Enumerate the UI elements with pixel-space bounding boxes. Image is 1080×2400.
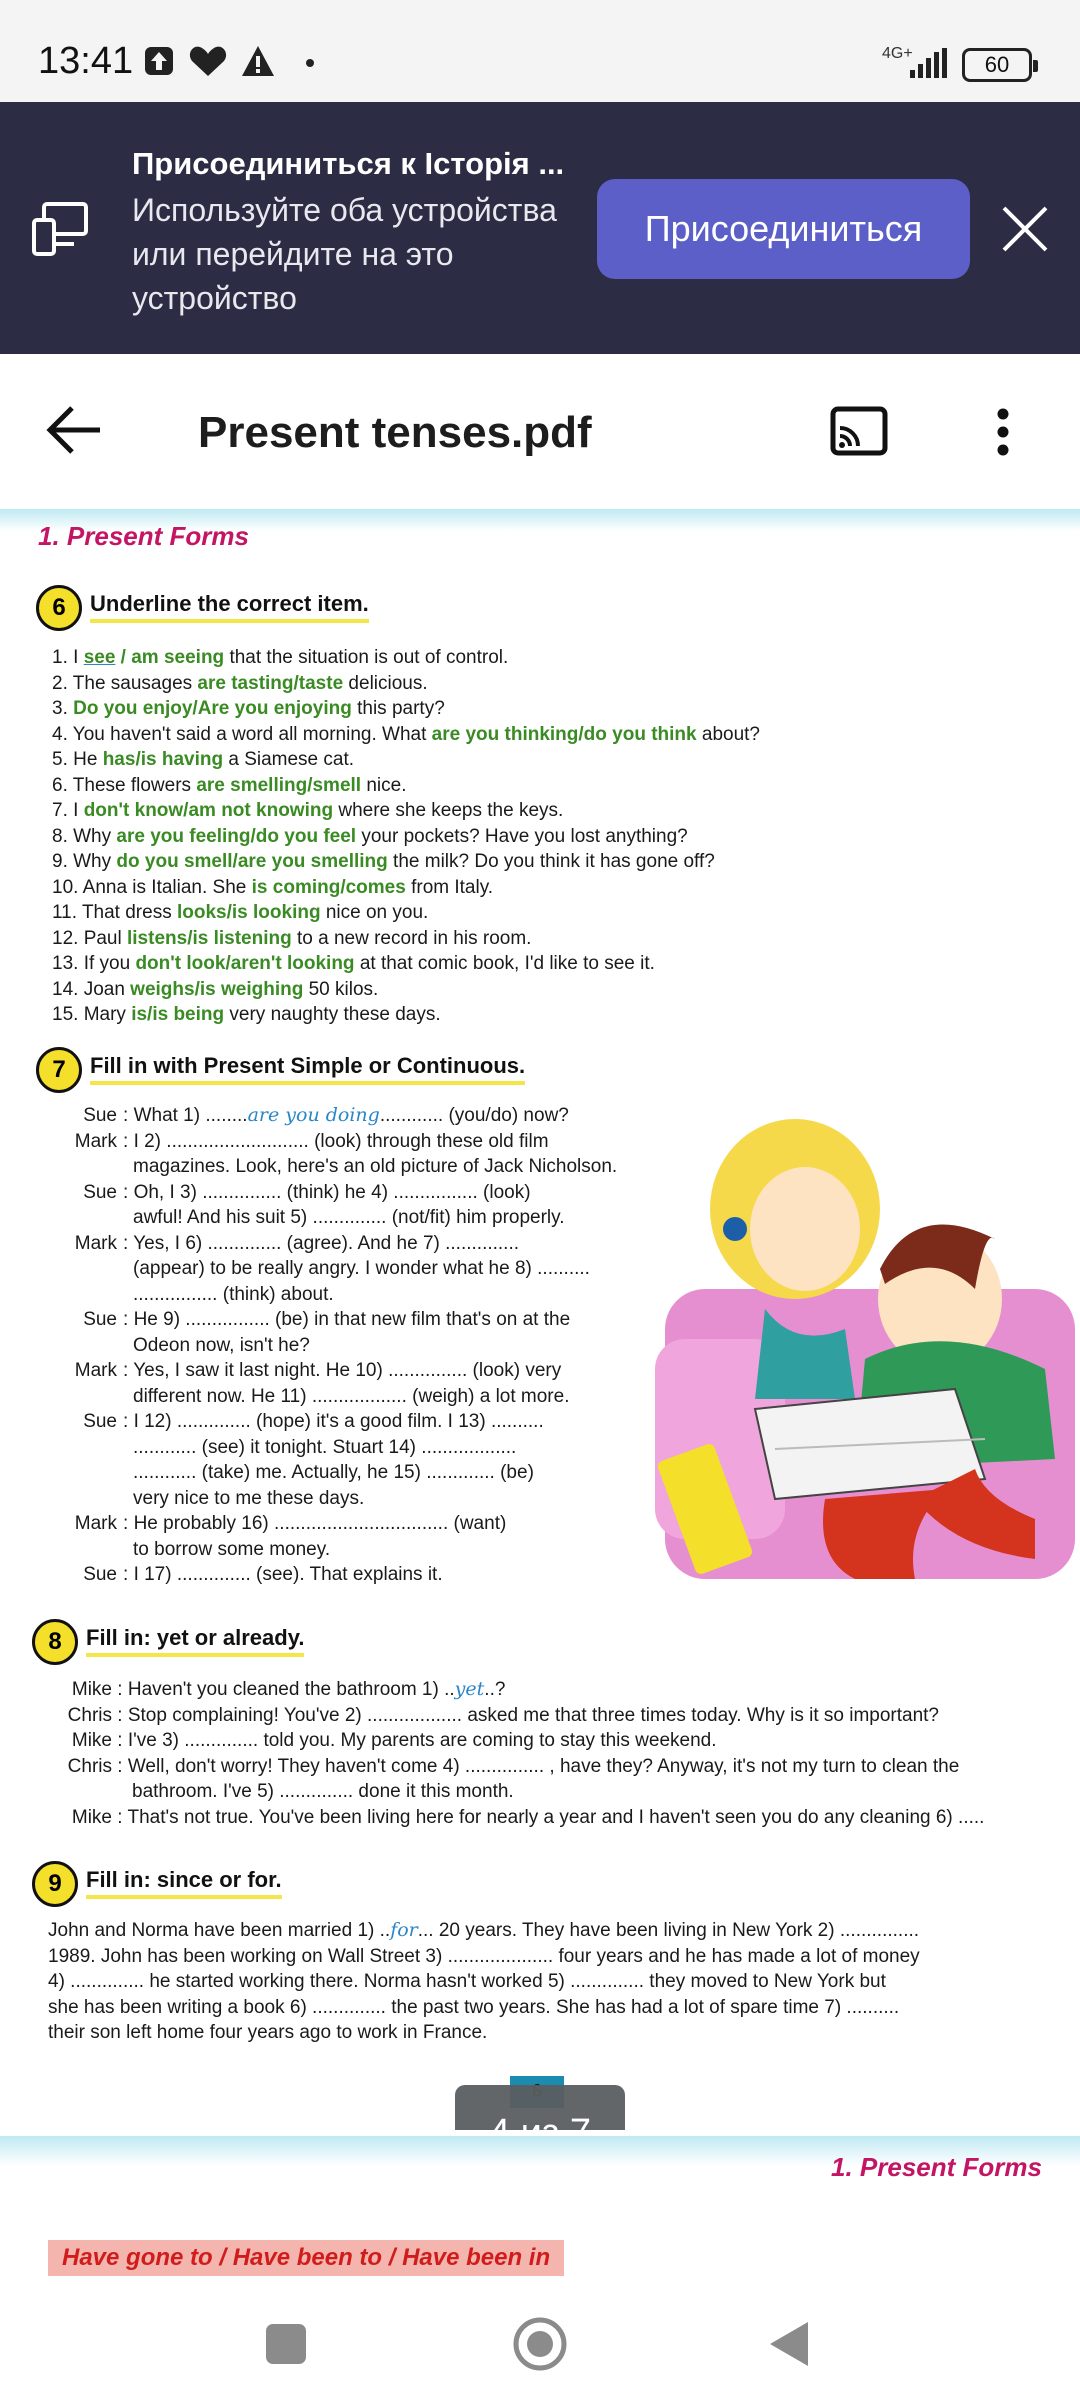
exercise-6-item xyxy=(52,977,760,1003)
line-text: Well, don't worry! They haven't come 4) ............... , have they? Anyway, it's not my turn to clean the xyxy=(127,1755,960,1777)
line-text: Yes, I 6) .............. (agree). And he 7) .............. xyxy=(133,1232,520,1254)
back-arrow-icon[interactable] xyxy=(46,404,104,461)
item-options[interactable]: looks/is looking xyxy=(176,902,321,923)
item-options[interactable]: are you feeling/do you feel xyxy=(116,825,357,847)
more-options-icon[interactable] xyxy=(996,408,1010,461)
line-text: different now. He 11) .................. (weigh) a lot more. xyxy=(133,1385,570,1407)
item-text: very naughty these days. xyxy=(224,1004,441,1025)
speaker-colon: : xyxy=(123,1105,134,1126)
speaker-colon: : xyxy=(123,1411,134,1432)
speaker-colon: : xyxy=(112,1730,128,1751)
banner-body: Используйте оба устройства или перейдите на это устройство xyxy=(132,192,557,316)
exercise-7-line xyxy=(52,1154,617,1180)
item-options[interactable]: is/is being xyxy=(131,1004,225,1025)
item-text: 1. I xyxy=(52,647,84,668)
item-text: where she keeps the keys. xyxy=(333,800,564,821)
underlined-answer[interactable]: see xyxy=(83,647,116,668)
line-text: to borrow some money. xyxy=(133,1538,331,1560)
line-text: Yes, I saw it last night. He 10) ............... (look) very xyxy=(133,1360,562,1381)
item-options[interactable]: are smelling/smell xyxy=(196,774,362,796)
line-text: ............ (see) it tonight. Stuart 14) .................. xyxy=(133,1436,517,1458)
exercise-6-item xyxy=(52,798,760,824)
item-text: 15. Mary xyxy=(52,1004,132,1025)
exercise-7-line xyxy=(52,1384,617,1410)
speaker-colon: : xyxy=(123,1130,134,1152)
exercise-7-line xyxy=(52,1435,617,1461)
line-text: magazines. Look, here's an old picture of Jack Nicholson. xyxy=(133,1156,618,1177)
speaker: Mike xyxy=(71,1730,112,1751)
line-text: John and Norma have been married 1) .. xyxy=(48,1920,391,1941)
cast-icon[interactable] xyxy=(830,406,888,461)
item-options[interactable]: has/is having xyxy=(102,749,224,770)
recents-icon[interactable] xyxy=(266,2324,306,2364)
exercise-6-title: Underline the correct item. xyxy=(90,591,369,623)
join-banner xyxy=(0,102,1080,354)
item-options[interactable]: do you smell/are you smelling xyxy=(116,851,388,872)
exercise-6-list xyxy=(52,645,760,1028)
exercise-8-dialogue xyxy=(46,1677,984,1830)
exercise-9-line xyxy=(48,1969,920,1995)
line-text: ............ (take) me. Actually, he 15) ............. (be) xyxy=(133,1462,534,1483)
item-text: this party? xyxy=(351,698,445,719)
speaker: Mark xyxy=(74,1232,117,1254)
handwritten-answer[interactable]: yet xyxy=(454,1678,485,1700)
exercise-7-line xyxy=(52,1460,617,1486)
item-text: 50 kilos. xyxy=(303,978,379,1000)
exercise-8-line xyxy=(46,1703,984,1729)
next-section-heading: 1. Present Forms xyxy=(831,2152,1042,2182)
exercise-7-line xyxy=(52,1333,617,1359)
item-text: nice. xyxy=(361,774,407,796)
document-title: Present tenses.pdf xyxy=(198,408,592,457)
exercise-9-title: Fill in: since or for. xyxy=(86,1867,282,1899)
item-text: 3. xyxy=(52,698,74,719)
banner-title: Присоединиться к Історія ... xyxy=(132,146,565,181)
item-options[interactable]: don't know/am not knowing xyxy=(83,800,334,821)
upload-icon xyxy=(142,44,176,84)
warning-icon xyxy=(240,44,276,84)
speaker: Mark xyxy=(74,1130,117,1152)
speaker: Sue xyxy=(83,1105,117,1126)
exercise-6-item xyxy=(52,926,760,952)
exercise-6-item xyxy=(52,900,760,926)
next-exercise-heading: Have gone to / Have been to / Have been in xyxy=(48,2240,564,2276)
back-icon[interactable] xyxy=(768,2320,810,2373)
exercise-7-number: 7 xyxy=(36,1047,82,1093)
illustration-couple-reading xyxy=(655,1119,1080,1589)
exercise-6-item xyxy=(52,875,760,901)
line-text: I've 3) .............. told you. My parents are coming to stay this weekend. xyxy=(127,1730,717,1751)
speaker-colon: : xyxy=(123,1564,134,1585)
next-pdf-page[interactable] xyxy=(0,2130,1080,2288)
exercise-8-number: 8 xyxy=(32,1619,78,1665)
exercise-6-item xyxy=(52,696,760,722)
speaker: Chris xyxy=(67,1755,112,1777)
exercise-8-line xyxy=(46,1779,984,1805)
more-notifications-dot xyxy=(306,59,314,67)
exercise-9-line xyxy=(48,2020,920,2046)
item-options[interactable]: are tasting/taste xyxy=(197,672,344,694)
exercise-6-item xyxy=(52,1002,760,1028)
exercise-9-line xyxy=(48,1995,920,2021)
item-text: at that comic book, I'd like to see it. xyxy=(354,953,655,974)
exercise-6-item xyxy=(52,849,760,875)
item-text: 7. I xyxy=(52,800,84,821)
exercise-9-number: 9 xyxy=(32,1861,78,1907)
speaker-colon: : xyxy=(112,1679,128,1700)
line-text: I 2) ........................... (look) through these old film xyxy=(133,1130,549,1152)
line-text: What 1) ........ xyxy=(133,1105,248,1126)
line-text: she has been writing a book 6) .............. the past two years. She has had a lot of spare time 7) .......... xyxy=(48,1996,900,2018)
home-icon[interactable] xyxy=(512,2316,568,2377)
exercise-9-line xyxy=(48,1944,920,1970)
item-options[interactable]: listens/is listening xyxy=(127,927,292,949)
line-text: ... 20 years. They have been living in New York 2) ............... xyxy=(417,1920,920,1941)
exercise-6-item xyxy=(52,951,760,977)
line-text: ............ (you/do) now? xyxy=(379,1105,569,1126)
exercise-7-line xyxy=(52,1537,617,1563)
exercise-7-line xyxy=(52,1562,617,1588)
exercise-8-line xyxy=(46,1728,984,1754)
line-text: I 12) .............. (hope) it's a good film. I 13) .......... xyxy=(133,1411,544,1432)
item-text: the milk? Do you think it has gone off? xyxy=(387,851,715,872)
item-text: from Italy. xyxy=(405,876,494,898)
line-text: Stop complaining! You've 2) .................. asked me that three times today. Why is it so important? xyxy=(127,1704,939,1726)
item-options[interactable]: weighs/is weighing xyxy=(130,978,304,1000)
item-text: 10. Anna is Italian. She xyxy=(52,876,252,898)
speaker-colon: : xyxy=(123,1360,134,1381)
exercise-7-line xyxy=(52,1256,617,1282)
close-icon[interactable] xyxy=(1000,204,1050,259)
item-text: 4. You haven't said a word all morning. What xyxy=(52,723,432,745)
speaker-colon: : xyxy=(112,1755,128,1777)
speaker-colon: : xyxy=(112,1806,128,1828)
exercise-7-line xyxy=(52,1129,617,1155)
exercise-7-line xyxy=(52,1358,617,1384)
line-text: bathroom. I've 5) .............. done it this month. xyxy=(132,1781,514,1802)
speaker: Sue xyxy=(83,1181,117,1203)
item-text: 2. The sausages xyxy=(52,672,198,694)
item-text: 13. If you xyxy=(52,953,136,974)
line-text: Oh, I 3) ............... (think) he 4) ................ (look) xyxy=(133,1181,531,1203)
join-button[interactable]: Присоединиться xyxy=(597,179,970,279)
speaker: Sue xyxy=(83,1309,117,1330)
devices-icon xyxy=(30,198,90,263)
heart-icon xyxy=(188,44,228,84)
line-text: their son left home four years ago to work in France. xyxy=(48,2022,488,2043)
signal-icon xyxy=(910,48,950,78)
speaker-colon: : xyxy=(123,1181,134,1203)
navigation-bar xyxy=(0,2288,1080,2400)
speaker: Mike xyxy=(71,1679,112,1700)
status-bar xyxy=(0,0,1080,102)
speaker-colon: : xyxy=(123,1309,134,1330)
line-text: very nice to me these days. xyxy=(133,1487,365,1509)
line-text: (appear) to be really angry. I wonder what he 8) .......... xyxy=(133,1258,590,1279)
exercise-6-item xyxy=(52,671,760,697)
item-options[interactable]: don't look/aren't looking xyxy=(135,953,355,974)
top-app-bar xyxy=(0,354,1080,509)
exercise-8-line xyxy=(46,1805,984,1831)
item-option: / am seeing xyxy=(115,647,225,668)
line-text: Haven't you cleaned the bathroom 1) .. xyxy=(127,1679,455,1700)
pdf-page[interactable] xyxy=(0,509,1080,2130)
exercise-9-text xyxy=(48,1918,920,2046)
speaker: Sue xyxy=(83,1564,117,1585)
item-text: about? xyxy=(696,723,760,745)
line-text: Odeon now, isn't he? xyxy=(133,1334,310,1356)
item-options[interactable]: Do you enjoy/Are you enjoying xyxy=(73,698,352,719)
item-text: to a new record in his room. xyxy=(291,927,532,949)
speaker: Mark xyxy=(74,1513,117,1534)
exercise-8-line xyxy=(46,1677,984,1703)
exercise-7-line xyxy=(52,1282,617,1308)
exercise-6-item xyxy=(52,722,760,748)
item-text: 6. These flowers xyxy=(52,774,197,796)
speaker: Mike xyxy=(71,1806,112,1828)
exercise-7-line xyxy=(52,1511,617,1537)
exercise-6-item xyxy=(52,824,760,850)
item-text: that the situation is out of control. xyxy=(224,647,509,668)
line-text: That's not true. You've been living here for nearly a year and I haven't seen you do any cleaning 6) ..... xyxy=(127,1806,985,1828)
exercise-6-item xyxy=(52,645,760,671)
exercise-8-title: Fill in: yet or already. xyxy=(86,1625,304,1657)
line-text: ..? xyxy=(484,1679,506,1700)
line-text: 1989. John has been working on Wall Street 3) .................... four years and he has made a lot of money xyxy=(48,1945,920,1967)
battery-indicator: 60 xyxy=(962,48,1032,82)
clock: 13:41 xyxy=(38,40,134,82)
item-text: 12. Paul xyxy=(52,927,127,949)
speaker-colon: : xyxy=(112,1704,128,1726)
line-text: He 9) ................ (be) in that new film that's on at the xyxy=(133,1309,571,1330)
exercise-7-line xyxy=(52,1180,617,1206)
exercise-6-number: 6 xyxy=(36,585,82,631)
line-text: ................ (think) about. xyxy=(133,1283,334,1305)
section-heading: 1. Present Forms xyxy=(38,521,249,551)
item-options[interactable]: are you thinking/do you think xyxy=(431,723,697,745)
line-text: I 17) .............. (see). That explains it. xyxy=(133,1564,443,1585)
item-text: 14. Joan xyxy=(52,978,131,1000)
exercise-7-line xyxy=(52,1486,617,1512)
item-text: your pockets? Have you lost anything? xyxy=(356,825,688,847)
exercise-7-line xyxy=(52,1231,617,1257)
speaker: Mark xyxy=(74,1360,117,1381)
handwritten-answer[interactable]: are you doing xyxy=(247,1104,380,1126)
item-text: 9. Why xyxy=(52,851,117,872)
exercise-6-item xyxy=(52,773,760,799)
speaker-colon: : xyxy=(123,1513,134,1534)
item-text: delicious. xyxy=(343,672,428,694)
line-text: He probably 16) ................................. (want) xyxy=(133,1513,507,1534)
exercise-7-title: Fill in with Present Simple or Continuous. xyxy=(90,1053,525,1085)
handwritten-answer[interactable]: for xyxy=(390,1919,418,1941)
item-text: 8. Why xyxy=(52,825,117,847)
exercise-8-line xyxy=(46,1754,984,1780)
exercise-7-line xyxy=(52,1307,617,1333)
speaker-colon: : xyxy=(123,1232,134,1254)
exercise-6-item xyxy=(52,747,760,773)
speaker: Chris xyxy=(67,1704,112,1726)
item-text: 11. That dress xyxy=(52,902,177,923)
exercise-7-dialogue xyxy=(52,1103,617,1588)
exercise-7-line xyxy=(52,1205,617,1231)
item-options[interactable]: is coming/comes xyxy=(251,876,406,898)
item-text: a Siamese cat. xyxy=(223,749,355,770)
speaker: Sue xyxy=(83,1411,117,1432)
network-type: 4G+ xyxy=(882,45,913,62)
line-text: awful! And his suit 5) .............. (not/fit) him properly. xyxy=(133,1207,565,1228)
exercise-9-line xyxy=(48,1918,920,1944)
exercise-7-line xyxy=(52,1103,617,1129)
line-text: 4) .............. he started working there. Norma hasn't worked 5) .............. they moved to New York but xyxy=(48,1971,886,1992)
exercise-7-line xyxy=(52,1409,617,1435)
item-text: nice on you. xyxy=(320,902,429,923)
item-text: 5. He xyxy=(52,749,103,770)
